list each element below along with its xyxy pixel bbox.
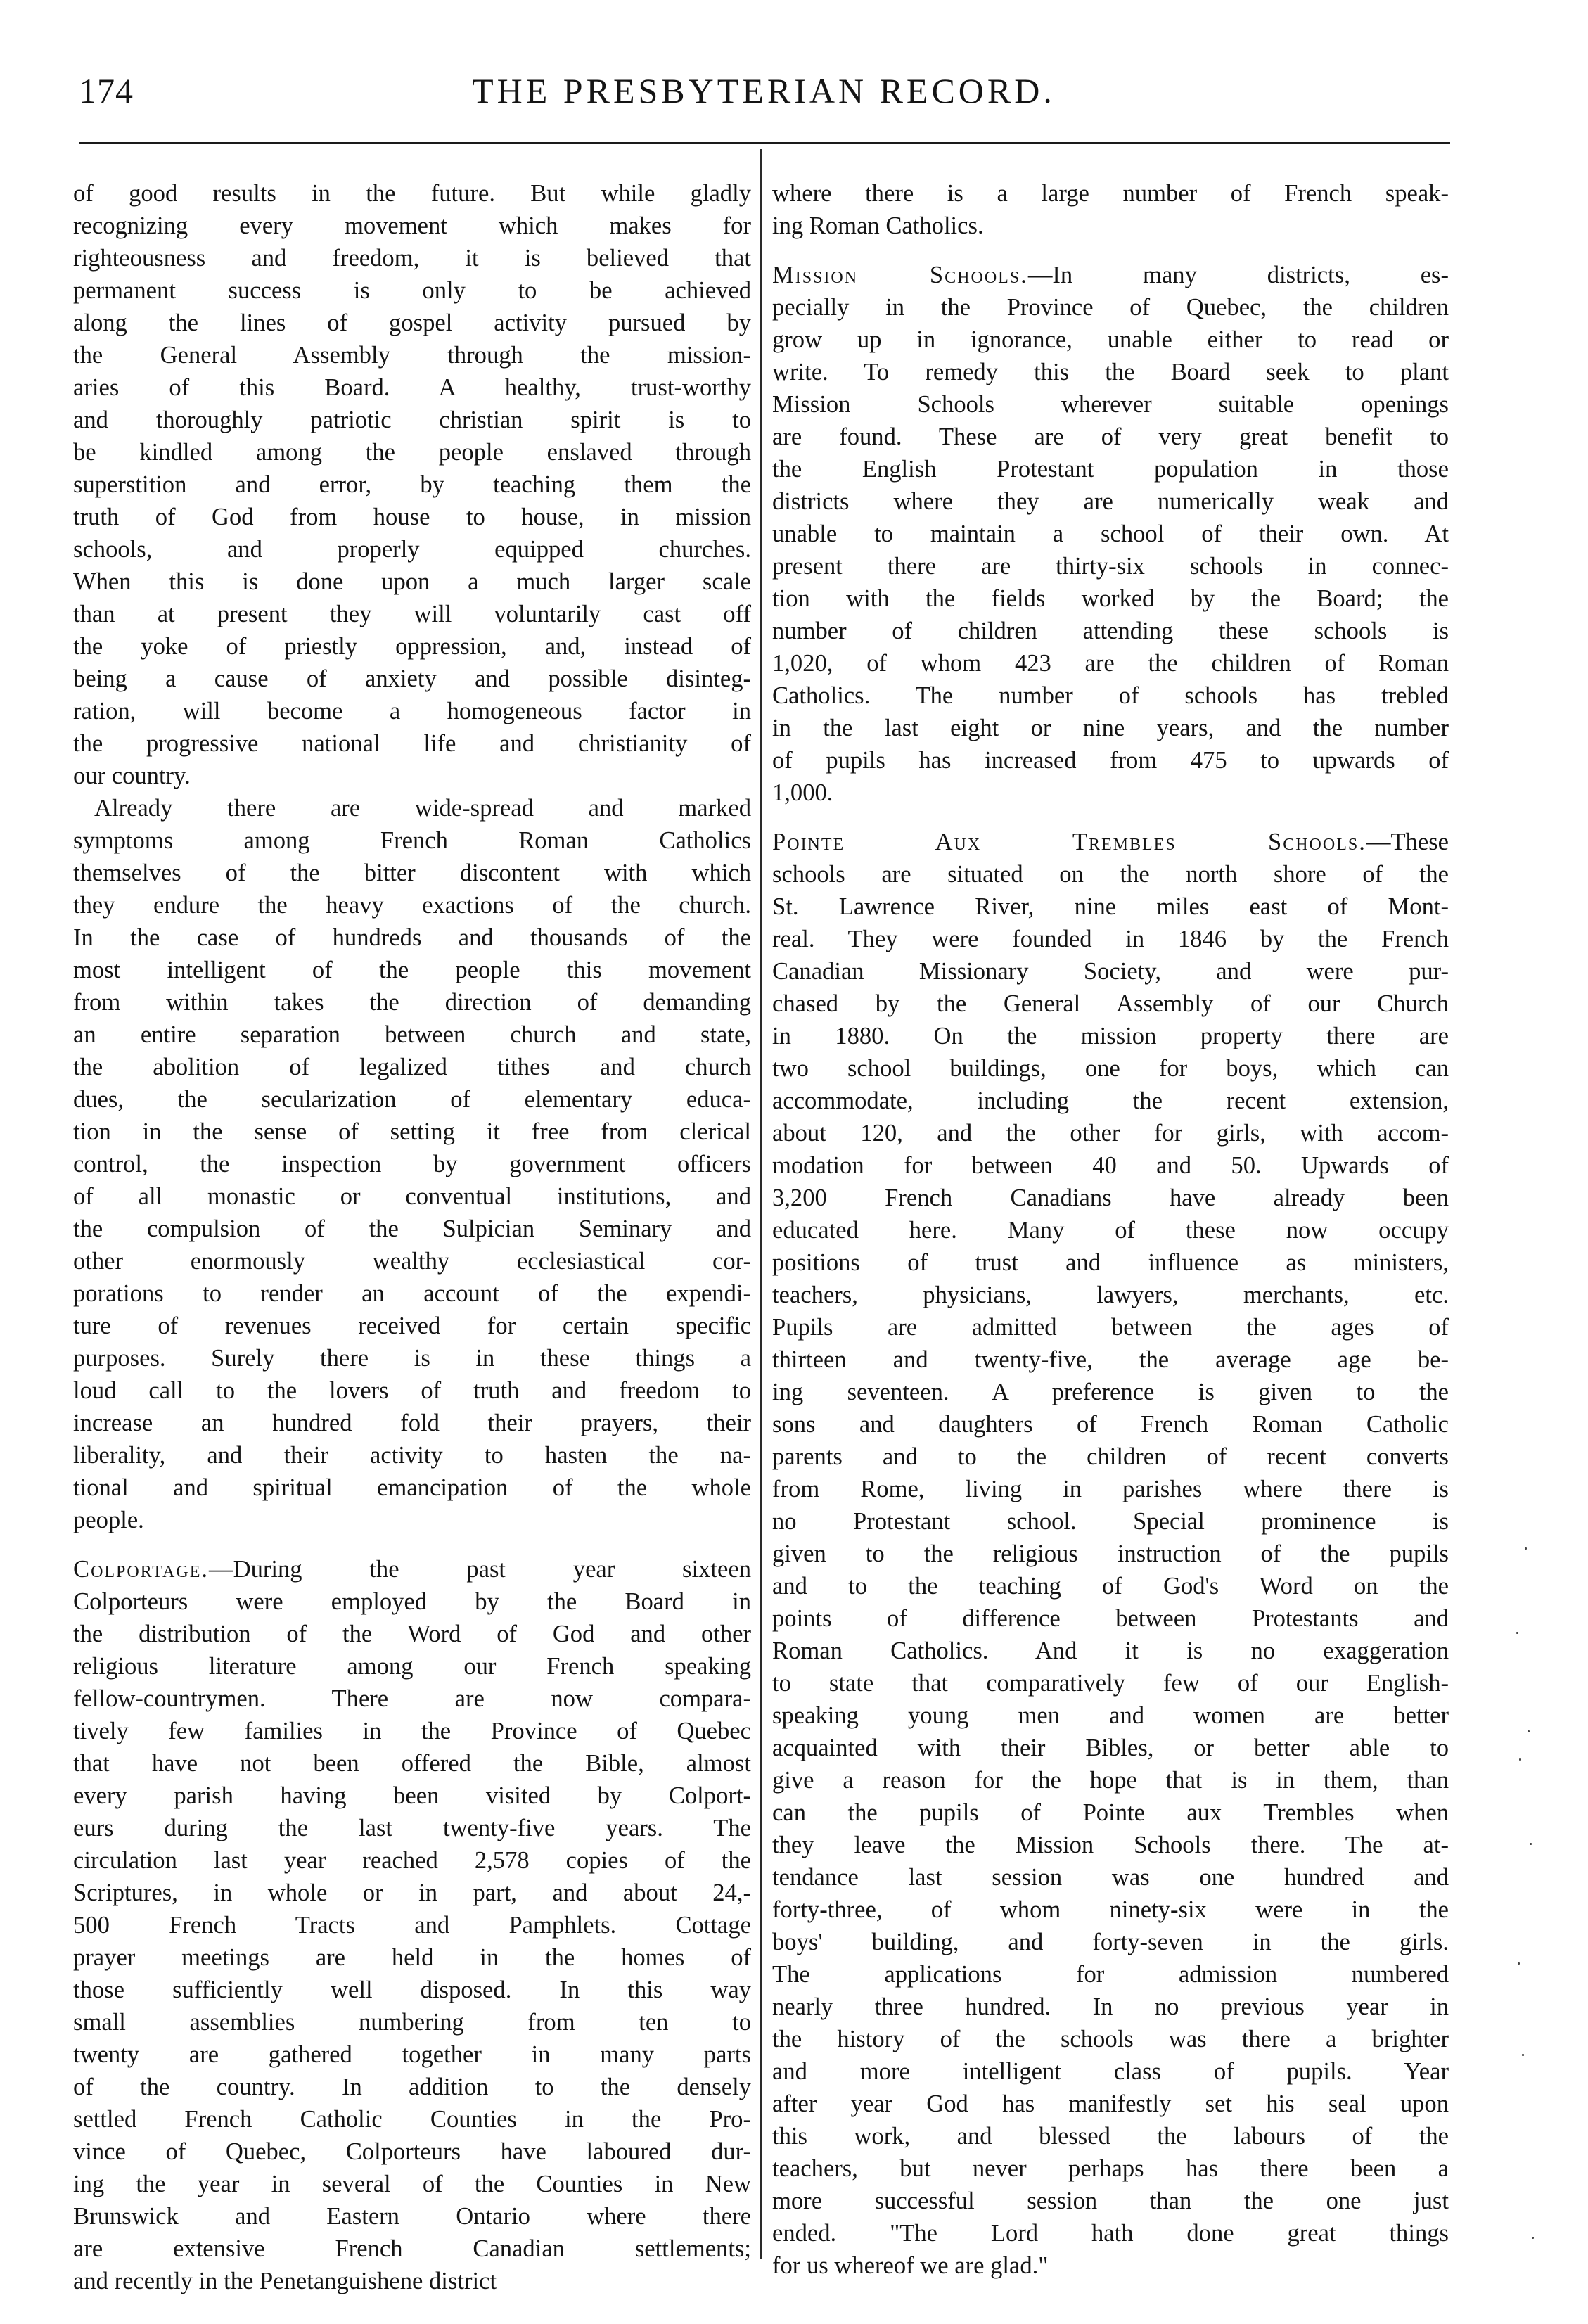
line-text: sons and daughters of French Roman Catholic <box>772 1411 1449 1438</box>
line-text: of good results in the future. But while gladly <box>73 180 751 207</box>
line-text: no Protestant school. Special prominence is <box>772 1508 1449 1535</box>
line-text: righteousness and freedom, it is believed that <box>73 245 751 272</box>
text-line <box>772 518 1449 550</box>
line-text: the progressive national life and christianity of <box>73 730 751 757</box>
line-text: —In many districts, es- <box>1027 262 1449 288</box>
line-text: of all monastic or conventual institutions, and <box>73 1183 751 1210</box>
paragraph <box>772 826 1449 2282</box>
text-line <box>73 1439 751 1471</box>
text-line <box>772 1635 1449 1667</box>
line-text: prayer meetings are held in the homes of <box>73 1944 751 1971</box>
text-line <box>772 1311 1449 1343</box>
line-text: superstition and error, by teaching them the <box>73 471 751 498</box>
text-line <box>73 2265 751 2297</box>
line-text: Already there are wide-spread and marked <box>94 795 751 822</box>
line-text: our country. <box>73 762 191 789</box>
line-text: tional and spiritual emancipation of the whole <box>73 1474 751 1501</box>
text-line <box>772 1829 1449 1861</box>
text-line <box>772 2055 1449 2088</box>
line-text: more successful session than the one just <box>772 2188 1449 2214</box>
line-text: twenty are gathered together in many parts <box>73 2041 751 2068</box>
line-text: about 120, and the other for girls, with accom- <box>772 1120 1449 1147</box>
line-text: the compulsion of the Sulpician Seminary and <box>73 1215 751 1242</box>
text-line <box>73 1180 751 1213</box>
text-line <box>772 356 1449 388</box>
line-text: than at present they will voluntarily cast off <box>73 601 751 627</box>
text-line <box>772 615 1449 647</box>
line-text: symptoms among French Roman Catholics <box>73 827 751 854</box>
text-line <box>772 744 1449 777</box>
text-line <box>73 954 751 986</box>
line-text: write. To remedy this the Board seek to plant <box>772 359 1449 385</box>
line-text: are found. These are of very great benefit to <box>772 423 1449 450</box>
paragraph <box>73 1553 751 2297</box>
line-text: Canadian Missionary Society, and were pur- <box>772 958 1449 985</box>
text-line <box>73 2006 751 2038</box>
text-line <box>73 501 751 533</box>
text-line <box>73 1812 751 1844</box>
line-text: permanent success is only to be achieved <box>73 277 751 304</box>
line-text: points of difference between Protestants and <box>772 1605 1449 1632</box>
line-text: being a cause of anxiety and possible disinteg- <box>73 665 751 692</box>
line-text: ture of revenues received for certain specific <box>73 1313 751 1339</box>
text-line <box>772 1020 1449 1052</box>
text-line <box>772 1602 1449 1635</box>
section-heading: Pointe Aux Trembles Schools. <box>772 829 1366 855</box>
text-line <box>772 1182 1449 1214</box>
text-line <box>73 1844 751 1877</box>
line-text: The applications for admission numbered <box>772 1961 1449 1988</box>
line-text: the abolition of legalized tithes and church <box>73 1054 751 1080</box>
text-line <box>73 2233 751 2265</box>
line-text: themselves of the bitter discontent with which <box>73 860 751 886</box>
line-text: speaking young men and women are better <box>772 1702 1449 1729</box>
text-line <box>73 566 751 598</box>
line-text: number of children attending these schools is <box>772 618 1449 644</box>
text-line <box>73 792 751 824</box>
text-line <box>73 857 751 889</box>
line-text: —During the past year sixteen <box>209 1556 751 1583</box>
text-line <box>772 2217 1449 2249</box>
line-text: from within takes the direction of demanding <box>73 989 751 1016</box>
line-text: be kindled among the people enslaved through <box>73 439 751 466</box>
line-text: 500 French Tracts and Pamphlets. Cottage <box>73 1912 751 1939</box>
text-line <box>73 2038 751 2071</box>
text-line <box>772 582 1449 615</box>
section-heading: Mission Schools. <box>772 262 1028 288</box>
text-line <box>772 1149 1449 1182</box>
text-line <box>772 777 1449 809</box>
line-text: can the pupils of Pointe aux Trembles when <box>772 1799 1449 1826</box>
text-line <box>772 988 1449 1020</box>
text-line <box>772 858 1449 890</box>
line-text: ration, will become a homogeneous factor in <box>73 698 751 724</box>
line-text: small assemblies numbering from ten to <box>73 2009 751 2036</box>
line-text: in the last eight or nine years, and the number <box>772 715 1449 741</box>
line-text: two school buildings, one for boys, which can <box>772 1055 1449 1082</box>
text-line <box>73 2168 751 2200</box>
text-line <box>73 663 751 695</box>
line-text: the English Protestant population in those <box>772 456 1449 483</box>
text-line <box>772 2023 1449 2055</box>
text-line <box>772 1085 1449 1117</box>
text-line <box>73 533 751 566</box>
text-line <box>73 824 751 857</box>
line-text: unable to maintain a school of their own. At <box>772 521 1449 547</box>
page-number: 174 <box>79 71 134 110</box>
text-line <box>772 1214 1449 1246</box>
text-line <box>772 1246 1449 1279</box>
text-line <box>73 339 751 371</box>
line-text: parents and to the children of recent converts <box>772 1443 1449 1470</box>
text-line <box>73 1245 751 1277</box>
text-line <box>73 1650 751 1683</box>
text-line <box>73 404 751 436</box>
line-text: they endure the heavy exactions of the church. <box>73 892 751 919</box>
text-line <box>772 712 1449 744</box>
line-text: and recently in the Penetanguishene district <box>73 2268 497 2294</box>
line-text: districts where they are numerically weak and <box>772 488 1449 515</box>
text-line <box>772 2088 1449 2120</box>
line-text: eurs during the last twenty-five years. The <box>73 1815 751 1841</box>
text-line <box>772 421 1449 453</box>
text-line <box>772 1538 1449 1570</box>
text-line <box>73 1148 751 1180</box>
header-rule <box>79 142 1450 144</box>
line-text: of the country. In addition to the densely <box>73 2074 751 2100</box>
text-line <box>73 2103 751 2135</box>
text-line <box>772 1926 1449 1958</box>
line-text: and more intelligent class of pupils. Year <box>772 2058 1449 2085</box>
line-text: given to the religious instruction of the pupils <box>772 1540 1449 1567</box>
line-text: Roman Catholics. And it is no exaggeration <box>772 1637 1449 1664</box>
line-text: vince of Quebec, Colporteurs have laboured dur- <box>73 2138 751 2165</box>
paragraph-gap <box>772 242 1449 259</box>
line-text: schools, and properly equipped churches. <box>73 536 751 563</box>
line-text: religious literature among our French speaking <box>73 1653 751 1680</box>
text-line <box>73 921 751 954</box>
line-text: the history of the schools was there a brighter <box>772 2026 1449 2052</box>
line-text: teachers, physicians, lawyers, merchants, etc. <box>772 1282 1449 1308</box>
text-line <box>772 210 1449 242</box>
line-text: 1,000. <box>772 779 833 806</box>
line-text: most intelligent of the people this movement <box>73 957 751 983</box>
line-text: other enormously wealthy ecclesiastical cor- <box>73 1248 751 1275</box>
text-line <box>772 1991 1449 2023</box>
line-text: in 1880. On the mission property there are <box>772 1023 1449 1049</box>
line-text: Colporteurs were employed by the Board in <box>73 1588 751 1615</box>
line-text: recognizing every movement which makes for <box>73 212 751 239</box>
paragraph-gap <box>73 1536 751 1553</box>
line-text: give a reason for the hope that is in them, than <box>772 1767 1449 1794</box>
line-text: ing seventeen. A preference is given to the <box>772 1379 1449 1405</box>
line-text: educated here. Many of these now occupy <box>772 1217 1449 1244</box>
line-text: circulation last year reached 2,578 copies of the <box>73 1847 751 1874</box>
text-line <box>772 2152 1449 2185</box>
margin-specks <box>1512 1547 1540 2251</box>
line-text: aries of this Board. A healthy, trust-worthy <box>73 374 751 401</box>
text-line <box>73 2135 751 2168</box>
text-line <box>772 1343 1449 1376</box>
line-text: loud call to the lovers of truth and freedom to <box>73 1377 751 1404</box>
line-text: thirteen and twenty-five, the average age be- <box>772 1346 1449 1373</box>
line-text: Scriptures, in whole or in part, and about 24,- <box>73 1879 751 1906</box>
line-text: schools are situated on the north shore of the <box>772 861 1449 888</box>
text-line <box>73 307 751 339</box>
line-text: every parish having been visited by Colport- <box>73 1782 751 1809</box>
line-text: pecially in the Province of Quebec, the children <box>772 294 1449 321</box>
text-line <box>73 1715 751 1747</box>
right-column <box>772 177 1449 2282</box>
text-line <box>772 890 1449 923</box>
text-line <box>772 1894 1449 1926</box>
text-line <box>73 1585 751 1618</box>
text-line <box>772 1699 1449 1732</box>
text-line <box>772 2120 1449 2152</box>
text-line <box>772 1764 1449 1796</box>
line-text: —These <box>1366 829 1449 855</box>
line-text: forty-three, of whom ninety-six were in the <box>772 1896 1449 1923</box>
text-line <box>73 1618 751 1650</box>
line-text: grow up in ignorance, unable either to read or <box>772 326 1449 353</box>
line-text: teachers, but never perhaps has there been a <box>772 2155 1449 2182</box>
text-line <box>772 453 1449 485</box>
line-text: the General Assembly through the mission- <box>73 342 751 369</box>
text-line <box>73 1051 751 1083</box>
text-line <box>772 1408 1449 1441</box>
line-text: for us whereof we are glad." <box>772 2252 1049 2279</box>
line-text: are extensive French Canadian settlements; <box>73 2235 751 2262</box>
line-text: liberality, and their activity to hasten the na- <box>73 1442 751 1469</box>
text-line <box>772 1473 1449 1505</box>
text-line <box>772 826 1449 858</box>
text-line <box>772 1570 1449 1602</box>
text-line <box>73 468 751 501</box>
text-line <box>73 371 751 404</box>
text-line <box>772 177 1449 210</box>
line-text: ing Roman Catholics. <box>772 212 984 239</box>
line-text: modation for between 40 and 50. Upwards of <box>772 1152 1449 1179</box>
line-text: St. Lawrence River, nine miles east of Mont- <box>772 893 1449 920</box>
paragraph <box>73 792 751 1536</box>
line-text: control, the inspection by government officers <box>73 1151 751 1177</box>
line-text: ing the year in several of the Counties in New <box>73 2171 751 2197</box>
paragraph-gap <box>772 809 1449 826</box>
text-line <box>73 760 751 792</box>
text-line <box>772 1732 1449 1764</box>
column-divider <box>760 149 762 2259</box>
line-text: increase an hundred fold their prayers, their <box>73 1410 751 1436</box>
line-text: tively few families in the Province of Quebec <box>73 1718 751 1744</box>
text-line <box>73 630 751 663</box>
line-text: that have not been offered the Bible, almost <box>73 1750 751 1777</box>
text-line <box>772 1861 1449 1894</box>
text-line <box>73 1213 751 1245</box>
text-line <box>73 210 751 242</box>
line-text: 3,200 French Canadians have already been <box>772 1185 1449 1211</box>
text-line <box>772 550 1449 582</box>
text-line <box>772 485 1449 518</box>
line-text: and thoroughly patriotic christian spirit is to <box>73 407 751 433</box>
line-text: tion with the fields worked by the Board; the <box>772 585 1449 612</box>
page-header <box>79 70 1449 134</box>
text-line <box>772 259 1449 291</box>
line-text: to state that comparatively few of our English- <box>772 1670 1449 1697</box>
left-column <box>73 177 751 2297</box>
text-line <box>73 1877 751 1909</box>
text-line <box>772 1667 1449 1699</box>
text-line <box>73 436 751 468</box>
text-line <box>73 1277 751 1310</box>
text-line <box>73 1683 751 1715</box>
line-text: acquainted with their Bibles, or better able to <box>772 1735 1449 1761</box>
line-text: chased by the General Assembly of our Church <box>772 990 1449 1017</box>
line-text: after year God has manifestly set his seal upon <box>772 2090 1449 2117</box>
text-line <box>73 1909 751 1941</box>
text-line <box>73 1342 751 1374</box>
line-text: Brunswick and Eastern Ontario where there <box>73 2203 751 2230</box>
paragraph <box>73 177 751 792</box>
line-text: settled French Catholic Counties in the Pro- <box>73 2106 751 2133</box>
text-line <box>73 1083 751 1116</box>
line-text: purposes. Surely there is in these things a <box>73 1345 751 1372</box>
text-line <box>73 598 751 630</box>
text-line <box>73 177 751 210</box>
text-line <box>772 647 1449 679</box>
line-text: positions of trust and influence as ministers, <box>772 1249 1449 1276</box>
text-line <box>772 679 1449 712</box>
line-text: real. They were founded in 1846 by the French <box>772 926 1449 952</box>
line-text: this work, and blessed the labours of the <box>772 2123 1449 2150</box>
line-text: Mission Schools wherever suitable openings <box>772 391 1449 418</box>
text-line <box>772 923 1449 955</box>
line-text: fellow-countrymen. There are now compara- <box>73 1685 751 1712</box>
text-line <box>73 986 751 1019</box>
text-line <box>73 1941 751 1974</box>
line-text: In the case of hundreds and thousands of the <box>73 924 751 951</box>
section-heading: Colportage. <box>73 1556 210 1583</box>
line-text: boys' building, and forty-seven in the girls. <box>772 1929 1449 1955</box>
line-text: the yoke of priestly oppression, and, instead of <box>73 633 751 660</box>
line-text: 1,020, of whom 423 are the children of Roman <box>772 650 1449 677</box>
line-text: porations to render an account of the expendi- <box>73 1280 751 1307</box>
line-text: truth of God from house to house, in mission <box>73 504 751 530</box>
text-line <box>772 388 1449 421</box>
line-text: people. <box>73 1507 144 1533</box>
paragraph <box>772 259 1449 809</box>
text-line <box>73 242 751 274</box>
line-text: tendance last session was one hundred and <box>772 1864 1449 1891</box>
text-line <box>73 1504 751 1536</box>
paragraph <box>772 177 1449 242</box>
text-line <box>772 291 1449 324</box>
text-line <box>73 727 751 760</box>
text-line <box>772 2249 1449 2282</box>
text-line <box>73 1553 751 1585</box>
line-text: nearly three hundred. In no previous year in <box>772 1993 1449 2020</box>
text-line <box>772 2185 1449 2217</box>
text-line <box>73 1747 751 1780</box>
text-line <box>772 1505 1449 1538</box>
text-line <box>73 1471 751 1504</box>
text-line <box>73 1780 751 1812</box>
line-text: present there are thirty-six schools in connec- <box>772 553 1449 580</box>
text-line <box>73 1310 751 1342</box>
line-text: from Rome, living in parishes where there is <box>772 1476 1449 1502</box>
text-line <box>772 1796 1449 1829</box>
line-text: tion in the sense of setting it free from clerical <box>73 1118 751 1145</box>
text-line <box>73 2071 751 2103</box>
text-line <box>73 1116 751 1148</box>
text-line <box>73 1974 751 2006</box>
line-text: they leave the Mission Schools there. The at- <box>772 1832 1449 1858</box>
line-text: Catholics. The number of schools has trebled <box>772 682 1449 709</box>
line-text: ended. "The Lord hath done great things <box>772 2220 1449 2247</box>
text-line <box>772 324 1449 356</box>
text-line <box>772 1441 1449 1473</box>
line-text: the distribution of the Word of God and other <box>73 1621 751 1647</box>
line-text: an entire separation between church and state, <box>73 1021 751 1048</box>
text-line <box>73 274 751 307</box>
text-line <box>772 1052 1449 1085</box>
line-text: accommodate, including the recent extension, <box>772 1087 1449 1114</box>
line-text: dues, the secularization of elementary educa- <box>73 1086 751 1113</box>
line-text: those sufficiently well disposed. In this way <box>73 1977 751 2003</box>
text-line <box>772 1279 1449 1311</box>
text-line <box>73 1019 751 1051</box>
text-line <box>73 1374 751 1407</box>
text-line <box>772 1958 1449 1991</box>
text-line <box>73 2200 751 2233</box>
text-line <box>73 889 751 921</box>
text-line <box>73 1407 751 1439</box>
line-text: of pupils has increased from 475 to upwards of <box>772 747 1449 774</box>
running-title: THE PRESBYTERIAN RECORD. <box>472 71 1056 110</box>
text-line <box>772 1117 1449 1149</box>
line-text: and to the teaching of God's Word on the <box>772 1573 1449 1600</box>
text-line <box>772 1376 1449 1408</box>
line-text: When this is done upon a much larger scale <box>73 568 751 595</box>
line-text: where there is a large number of French speak- <box>772 180 1449 207</box>
line-text: along the lines of gospel activity pursued by <box>73 309 751 336</box>
text-line <box>73 695 751 727</box>
text-line <box>772 955 1449 988</box>
line-text: Pupils are admitted between the ages of <box>772 1314 1449 1341</box>
